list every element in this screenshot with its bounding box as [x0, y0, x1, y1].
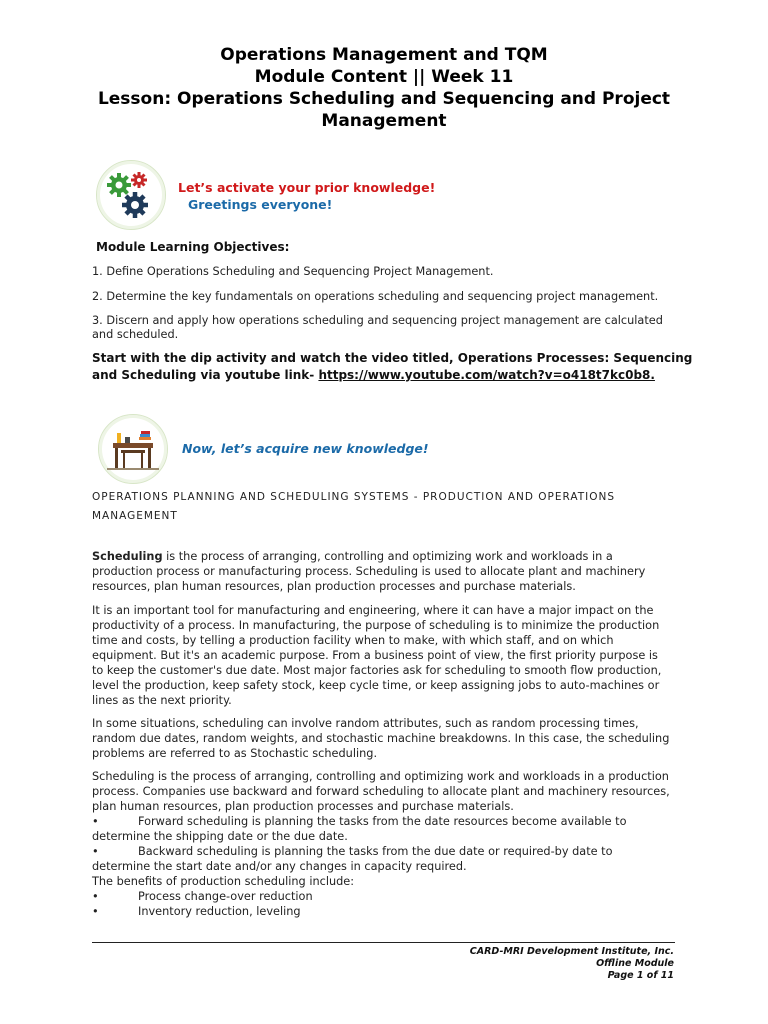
module-week-title: Module Content || Week 11 [254, 67, 514, 87]
greeting-text: Greetings everyone! [188, 197, 333, 212]
page-number: Page 1 of 11 [607, 970, 674, 981]
para2-line6: level the production, keep safety stock, keep cycle time, or keep assigning jobs to auto-machines or [92, 679, 660, 692]
para2-line7: lines as the next priority. [92, 694, 232, 707]
bullet-symbol: • [92, 845, 99, 858]
para3-line2: random due dates, random weights, and stochastic machine breakdowns. In this case, the scheduling [92, 732, 670, 745]
activity-line1: Start with the dip activity and watch the video titled, Operations Processes: Sequencing [92, 351, 693, 365]
activity-line2 [92, 367, 655, 384]
benefits-intro: The benefits of production scheduling include: [92, 875, 355, 888]
benefit-item: Process change-over reduction [138, 890, 313, 903]
objective-3-cont: and scheduled. [92, 328, 179, 341]
section-title-line1: OPERATIONS PLANNING AND SCHEDULING SYSTEMS - PRODUCTION AND OPERATIONS [92, 491, 616, 503]
footer-divider [92, 942, 675, 943]
course-title: Operations Management and TQM [220, 45, 548, 65]
scheduling-definition-line2: production process or manufacturing process. Scheduling is used to allocate plant and machinery [92, 565, 646, 578]
lesson-title-line2: Management [321, 111, 447, 131]
youtube-link[interactable]: https://www.youtube.com/watch?v=o418t7kc0b8. [318, 368, 655, 382]
para4-line3: plan human resources, plan production processes and purchase materials. [92, 800, 514, 813]
section-title-line2: MANAGEMENT [92, 510, 178, 522]
scheduling-definition-line3: resources, plan human resources, plan production processes and purchase materials. [92, 580, 576, 593]
prior-knowledge-heading: Let’s activate your prior knowledge! [178, 180, 436, 195]
para2-line1: It is an important tool for manufacturing and engineering, where it can have a major impact on the [92, 604, 654, 617]
para4-line1: Scheduling is the process of arranging, controlling and optimizing work and workloads in a production [92, 770, 669, 783]
scheduling-term: Scheduling [92, 550, 163, 563]
forward-scheduling-line1: Forward scheduling is planning the tasks from the date resources become available to [138, 815, 627, 828]
benefit-item: Inventory reduction, leveling [138, 905, 301, 918]
objective-2: 2. Determine the key fundamentals on operations scheduling and sequencing project management. [92, 290, 659, 303]
bullet-symbol: • [92, 905, 99, 918]
para3-line3: problems are referred to as Stochastic scheduling. [92, 747, 378, 760]
objective-3: 3. Discern and apply how operations scheduling and sequencing project management are calculated [92, 314, 663, 327]
new-knowledge-text: Now, let’s acquire new knowledge! [182, 441, 429, 456]
bullet-symbol: • [92, 815, 99, 828]
para2-line3: time and costs, by telling a production facility when to make, with which staff, and on which [92, 634, 614, 647]
classroom-desk-icon [98, 414, 168, 484]
backward-scheduling-line1: Backward scheduling is planning the tasks from the due date or required-by date to [138, 845, 613, 858]
scheduling-definition-line1 [92, 550, 674, 564]
footer-module: Offline Module [596, 958, 674, 969]
scheduling-definition-rest: is the process of arranging, controlling and optimizing work and workloads in a [162, 550, 613, 563]
para3-line1: In some situations, scheduling can involve random attributes, such as random processing times, [92, 717, 639, 730]
backward-scheduling-line2: determine the start date and/or any changes in capacity required. [92, 860, 467, 873]
objectives-heading: Module Learning Objectives: [96, 240, 290, 254]
lesson-title-line1: Lesson: Operations Scheduling and Sequencing and Project [97, 89, 671, 109]
forward-scheduling-line2: determine the shipping date or the due date. [92, 830, 348, 843]
activity-line2-prefix: and Scheduling via youtube link- [92, 368, 319, 382]
bullet-symbol: • [92, 890, 99, 903]
para4-line2: process. Companies use backward and forward scheduling to allocate plant and machinery resources, [92, 785, 670, 798]
footer-institute: CARD-MRI Development Institute, Inc. [469, 946, 674, 957]
para2-line4: equipment. But it's an academic purpose. From a business point of view, the first priority purpose is [92, 649, 658, 662]
gears-icon [96, 160, 166, 230]
para2-line5: to keep the customer's due date. Most major factories ask for scheduling to smooth flow production, [92, 664, 662, 677]
para2-line2: productivity of a process. In manufacturing, the purpose of scheduling is to minimize the production [92, 619, 660, 632]
objective-1: 1. Define Operations Scheduling and Sequencing Project Management. [92, 265, 494, 278]
